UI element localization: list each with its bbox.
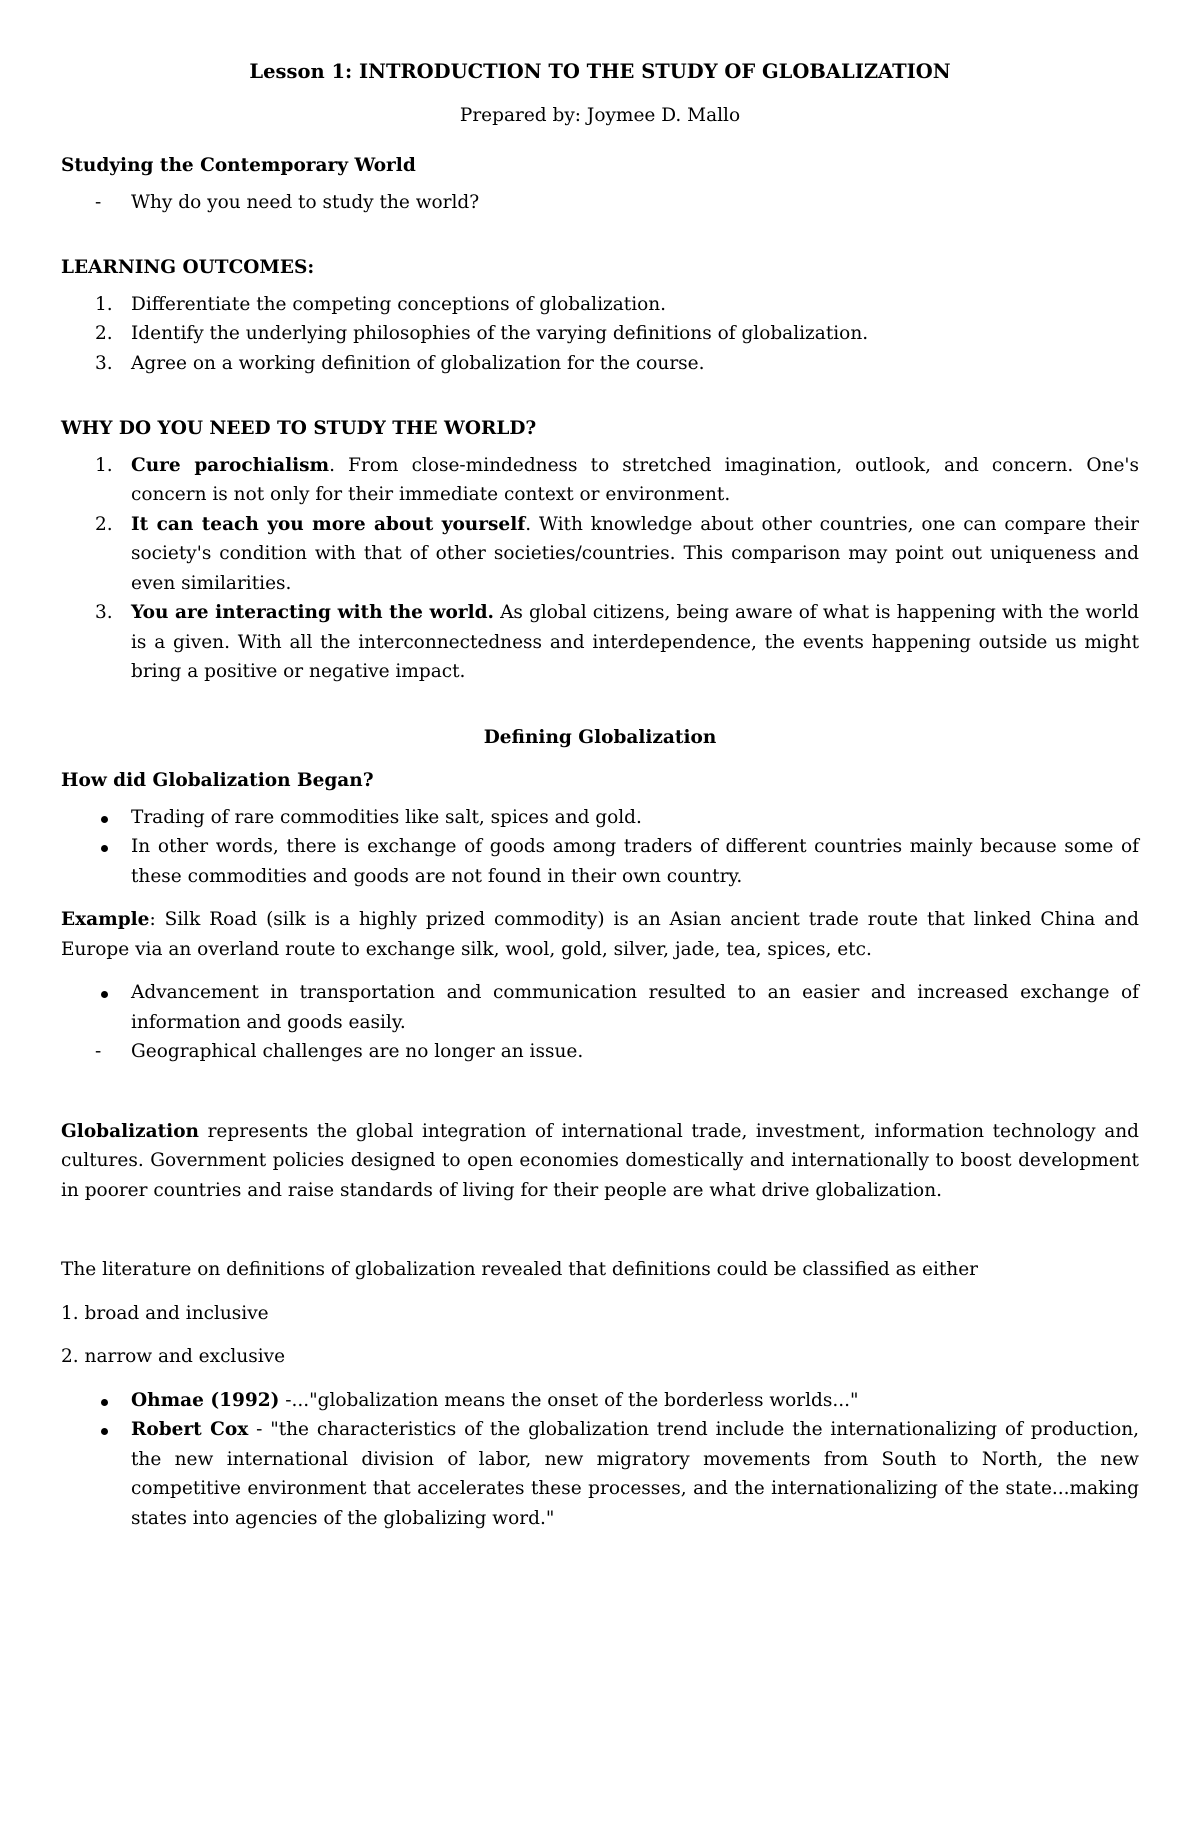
bullet-text: In other words, there is exchange of goods among traders of different countries mainly because some of these commodities and goods are not found in their own country. bbox=[131, 836, 1139, 887]
list-item bbox=[61, 451, 1139, 510]
list-item bbox=[61, 510, 1139, 599]
section-heading-studying: Studying the Contemporary World bbox=[61, 155, 416, 176]
list-number: 2. bbox=[95, 323, 113, 344]
list-item bbox=[61, 319, 1139, 349]
outcome-text: Identify the underlying philosophies of the varying definitions of globalization. bbox=[131, 323, 869, 344]
prepared-by: Prepared by: Joymee D. Mallo bbox=[459, 104, 741, 126]
list-item bbox=[61, 1037, 1139, 1067]
reason-title: It can teach you more about yourself bbox=[131, 513, 526, 535]
globalization-text: represents the global integration of international trade, investment, information technology and cultures. Government policies designed to open economies domestically and internationally to boost development in poorer countries and raise standards of living for their people are what drive globalization. bbox=[61, 1120, 1139, 1201]
classification-option-1: 1. broad and inclusive bbox=[61, 1302, 269, 1324]
subheading-began: How did Globalization Began? bbox=[61, 770, 374, 791]
reason-title: You are interacting with the world. bbox=[131, 602, 494, 623]
quotes-list bbox=[61, 1386, 1139, 1534]
outcome-text: Agree on a working definition of globalization for the course. bbox=[131, 352, 705, 374]
bullet-icon bbox=[101, 991, 108, 998]
example-paragraph bbox=[61, 905, 1139, 964]
example-label: Example bbox=[61, 909, 150, 930]
dash-marker: - bbox=[95, 191, 102, 213]
list-number: 3. bbox=[95, 352, 113, 374]
list-number: 1. bbox=[95, 454, 113, 476]
list-item bbox=[61, 290, 1139, 320]
bullet-icon bbox=[101, 816, 108, 823]
quote-author: Ohmae (1992) bbox=[131, 1389, 280, 1411]
list-item bbox=[61, 188, 1139, 218]
dash-marker: - bbox=[95, 1041, 102, 1062]
studying-question-list bbox=[61, 188, 1139, 218]
globalization-label: Globalization bbox=[61, 1120, 200, 1142]
dash-text: Geographical challenges are no longer an issue. bbox=[131, 1041, 584, 1062]
why-list bbox=[61, 451, 1139, 687]
bullet-icon bbox=[101, 1399, 108, 1406]
quote-text: - "the characteristics of the globalization trend include the internationalizing of production, the new international division of labor, new migratory movements from South to North, the new competitive environment that accelerates these processes, and the internationalizing of the state...making states into agencies of the globalizing word." bbox=[131, 1419, 1140, 1529]
quote-author: Robert Cox bbox=[131, 1419, 249, 1440]
list-item bbox=[61, 598, 1139, 687]
example-text: : Silk Road (silk is a highly prized commodity) is an Asian ancient trade route that linked China and Europe via an overland route to exchange silk, wool, gold, silver, jade, tea, spices, etc. bbox=[61, 909, 1139, 960]
section-heading-defining: Defining Globalization bbox=[483, 726, 717, 748]
classification-option-2: 2. narrow and exclusive bbox=[61, 1346, 286, 1367]
reason-title: Cure parochialism bbox=[131, 454, 330, 476]
lesson-title: Lesson 1: INTRODUCTION TO THE STUDY OF GLOBALIZATION bbox=[249, 60, 951, 83]
advancement-list bbox=[61, 978, 1139, 1067]
list-item bbox=[61, 978, 1139, 1037]
reason-text: . From close-mindedness to stretched imagination, outlook, and concern. One's concern is not only for their immediate context or environment. bbox=[131, 454, 1139, 505]
bullet-icon bbox=[101, 845, 108, 852]
literature-intro: The literature on definitions of globalization revealed that definitions could be classified as either bbox=[61, 1259, 978, 1280]
list-item bbox=[61, 1386, 1139, 1416]
began-bullet-list bbox=[61, 803, 1139, 892]
reason-text: . With knowledge about other countries, one can compare their society's condition with that of other societies/countries. This comparison may point out uniqueness and even similarities. bbox=[131, 513, 1139, 594]
list-item bbox=[61, 803, 1139, 833]
outcome-text: Differentiate the competing conceptions of globalization. bbox=[131, 293, 667, 315]
section-heading-outcomes: LEARNING OUTCOMES: bbox=[61, 257, 315, 278]
list-number: 3. bbox=[95, 602, 113, 623]
reason-text: As global citizens, being aware of what is happening with the world is a given. With all the interconnectedness and interdependence, the events happening outside us might bring a positive or negative impact. bbox=[131, 602, 1139, 682]
list-item bbox=[61, 349, 1139, 379]
question-text: Why do you need to study the world? bbox=[131, 191, 480, 213]
list-item bbox=[61, 1415, 1139, 1533]
globalization-definition bbox=[61, 1117, 1139, 1206]
list-number: 2. bbox=[95, 513, 113, 535]
quote-text: -..."globalization means the onset of the borderless worlds..." bbox=[279, 1389, 859, 1411]
bullet-text: Trading of rare commodities like salt, spices and gold. bbox=[131, 806, 642, 828]
list-item bbox=[61, 832, 1139, 891]
list-number: 1. bbox=[95, 293, 113, 315]
bullet-text: Advancement in transportation and communication resulted to an easier and increased exchange of information and goods easily. bbox=[131, 982, 1139, 1033]
outcomes-list bbox=[61, 290, 1139, 379]
section-heading-why: WHY DO YOU NEED TO STUDY THE WORLD? bbox=[61, 418, 537, 439]
bullet-icon bbox=[101, 1428, 108, 1435]
